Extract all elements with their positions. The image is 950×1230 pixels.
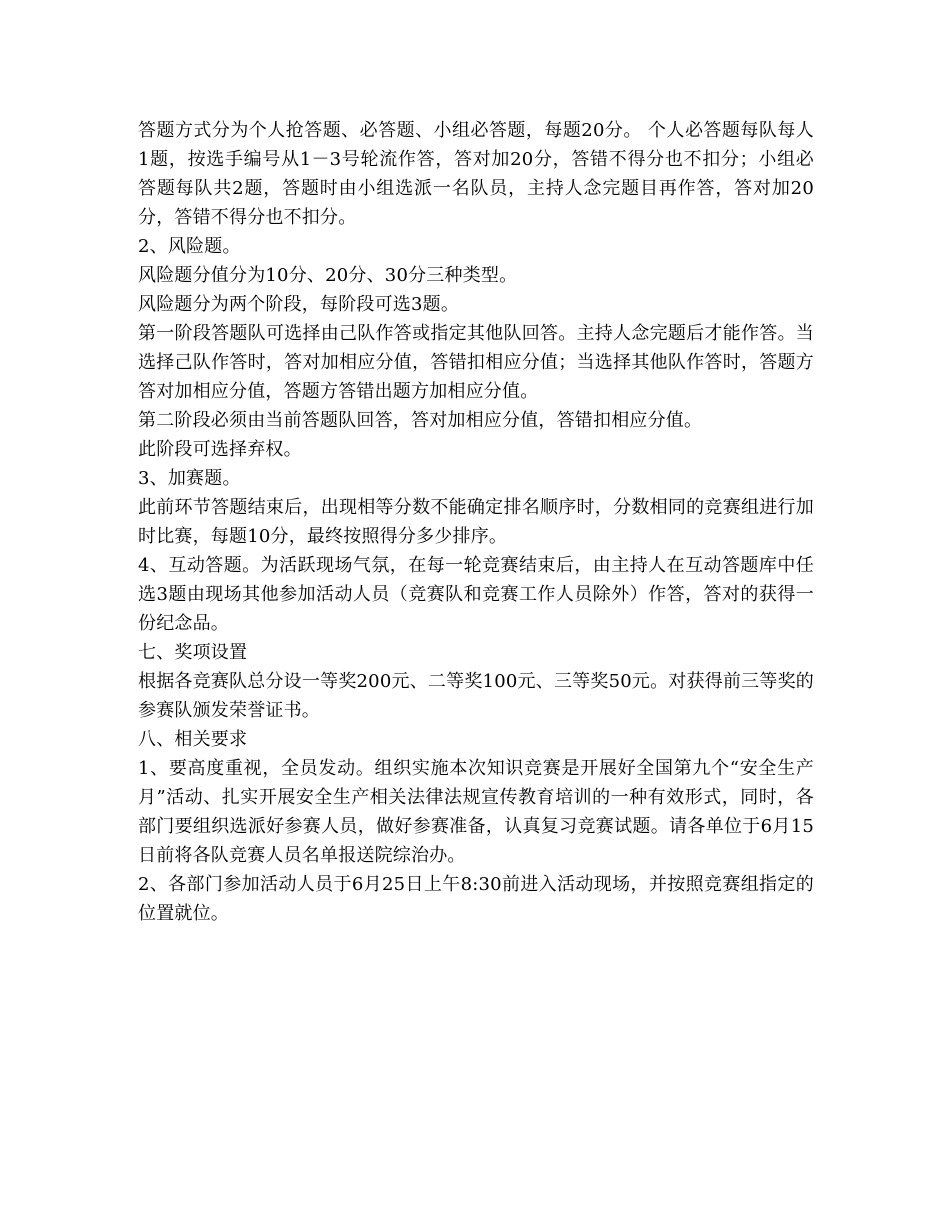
heading-awards: 七、奖项设置 (138, 642, 248, 663)
paragraph-risk-values: 风险题分值分为10分、20分、30分三种类型。 (138, 265, 518, 286)
paragraph-interactive: 4、互动答题。为活跃现场气氛，在每一轮竞赛结束后，由主持人在互动答题库中任选3题由现场其他参加活动人员（竞赛队和竞赛工作人员除外）作答，答对的获得一份纪念品。 (138, 555, 814, 634)
paragraph-awards: 根据各竞赛队总分设一等奖200元、二等奖100元、三等奖50元。对获得前三等奖的参赛队颁发荣誉证书。 (138, 671, 814, 721)
paragraph-risk-stages: 风险题分为两个阶段，每阶段可选3题。 (138, 294, 460, 315)
paragraph-abstain: 此阶段可选择弃权。 (138, 439, 302, 460)
paragraph-requirement-1: 1、要高度重视，全员发动。组织实施本次知识竞赛是开展好全国第九个“安全生产月”活动、扎实开展安全生产相关法律法规宣传教育培训的一种有效形式，同时，各部门要组织选派好参赛人员，做好参赛准备，认真复习竞赛试题。请各单位于6月15日前将各队竞赛人员名单报送院综治办。 (138, 758, 814, 866)
paragraph-stage-two: 第二阶段必须由当前答题队回答，答对加相应分值，答错扣相应分值。 (138, 410, 703, 431)
heading-requirements: 八、相关要求 (138, 729, 248, 750)
paragraph-requirement-2: 2、各部门参加活动人员于6月25日上午8:30前进入活动现场，并按照竞赛组指定的位置就位。 (138, 874, 814, 924)
document-body (138, 116, 814, 928)
heading-tiebreaker: 3、加赛题。 (138, 468, 241, 489)
heading-risk-questions: 2、风险题。 (138, 236, 241, 257)
paragraph-tiebreaker: 此前环节答题结束后，出现相等分数不能确定排名顺序时，分数相同的竞赛组进行加时比赛，每题10分，最终按照得分多少排序。 (138, 497, 814, 547)
paragraph-answer-format: 答题方式分为个人抢答题、必答题、小组必答题，每题20分。 个人必答题每队每人1题，按选手编号从1－3号轮流作答，答对加20分，答错不得分也不扣分；小组必答题每队共2题，答题时由小组选派一名队员，主持人念完题目再作答，答对加20分，答错不得分也不扣分。 (138, 120, 814, 228)
paragraph-stage-one: 第一阶段答题队可选择由己队作答或指定其他队回答。主持人念完题后才能作答。当选择己队作答时，答对加相应分值，答错扣相应分值；当选择其他队作答时，答题方答对加相应分值，答题方答错出题方加相应分值。 (138, 323, 814, 402)
